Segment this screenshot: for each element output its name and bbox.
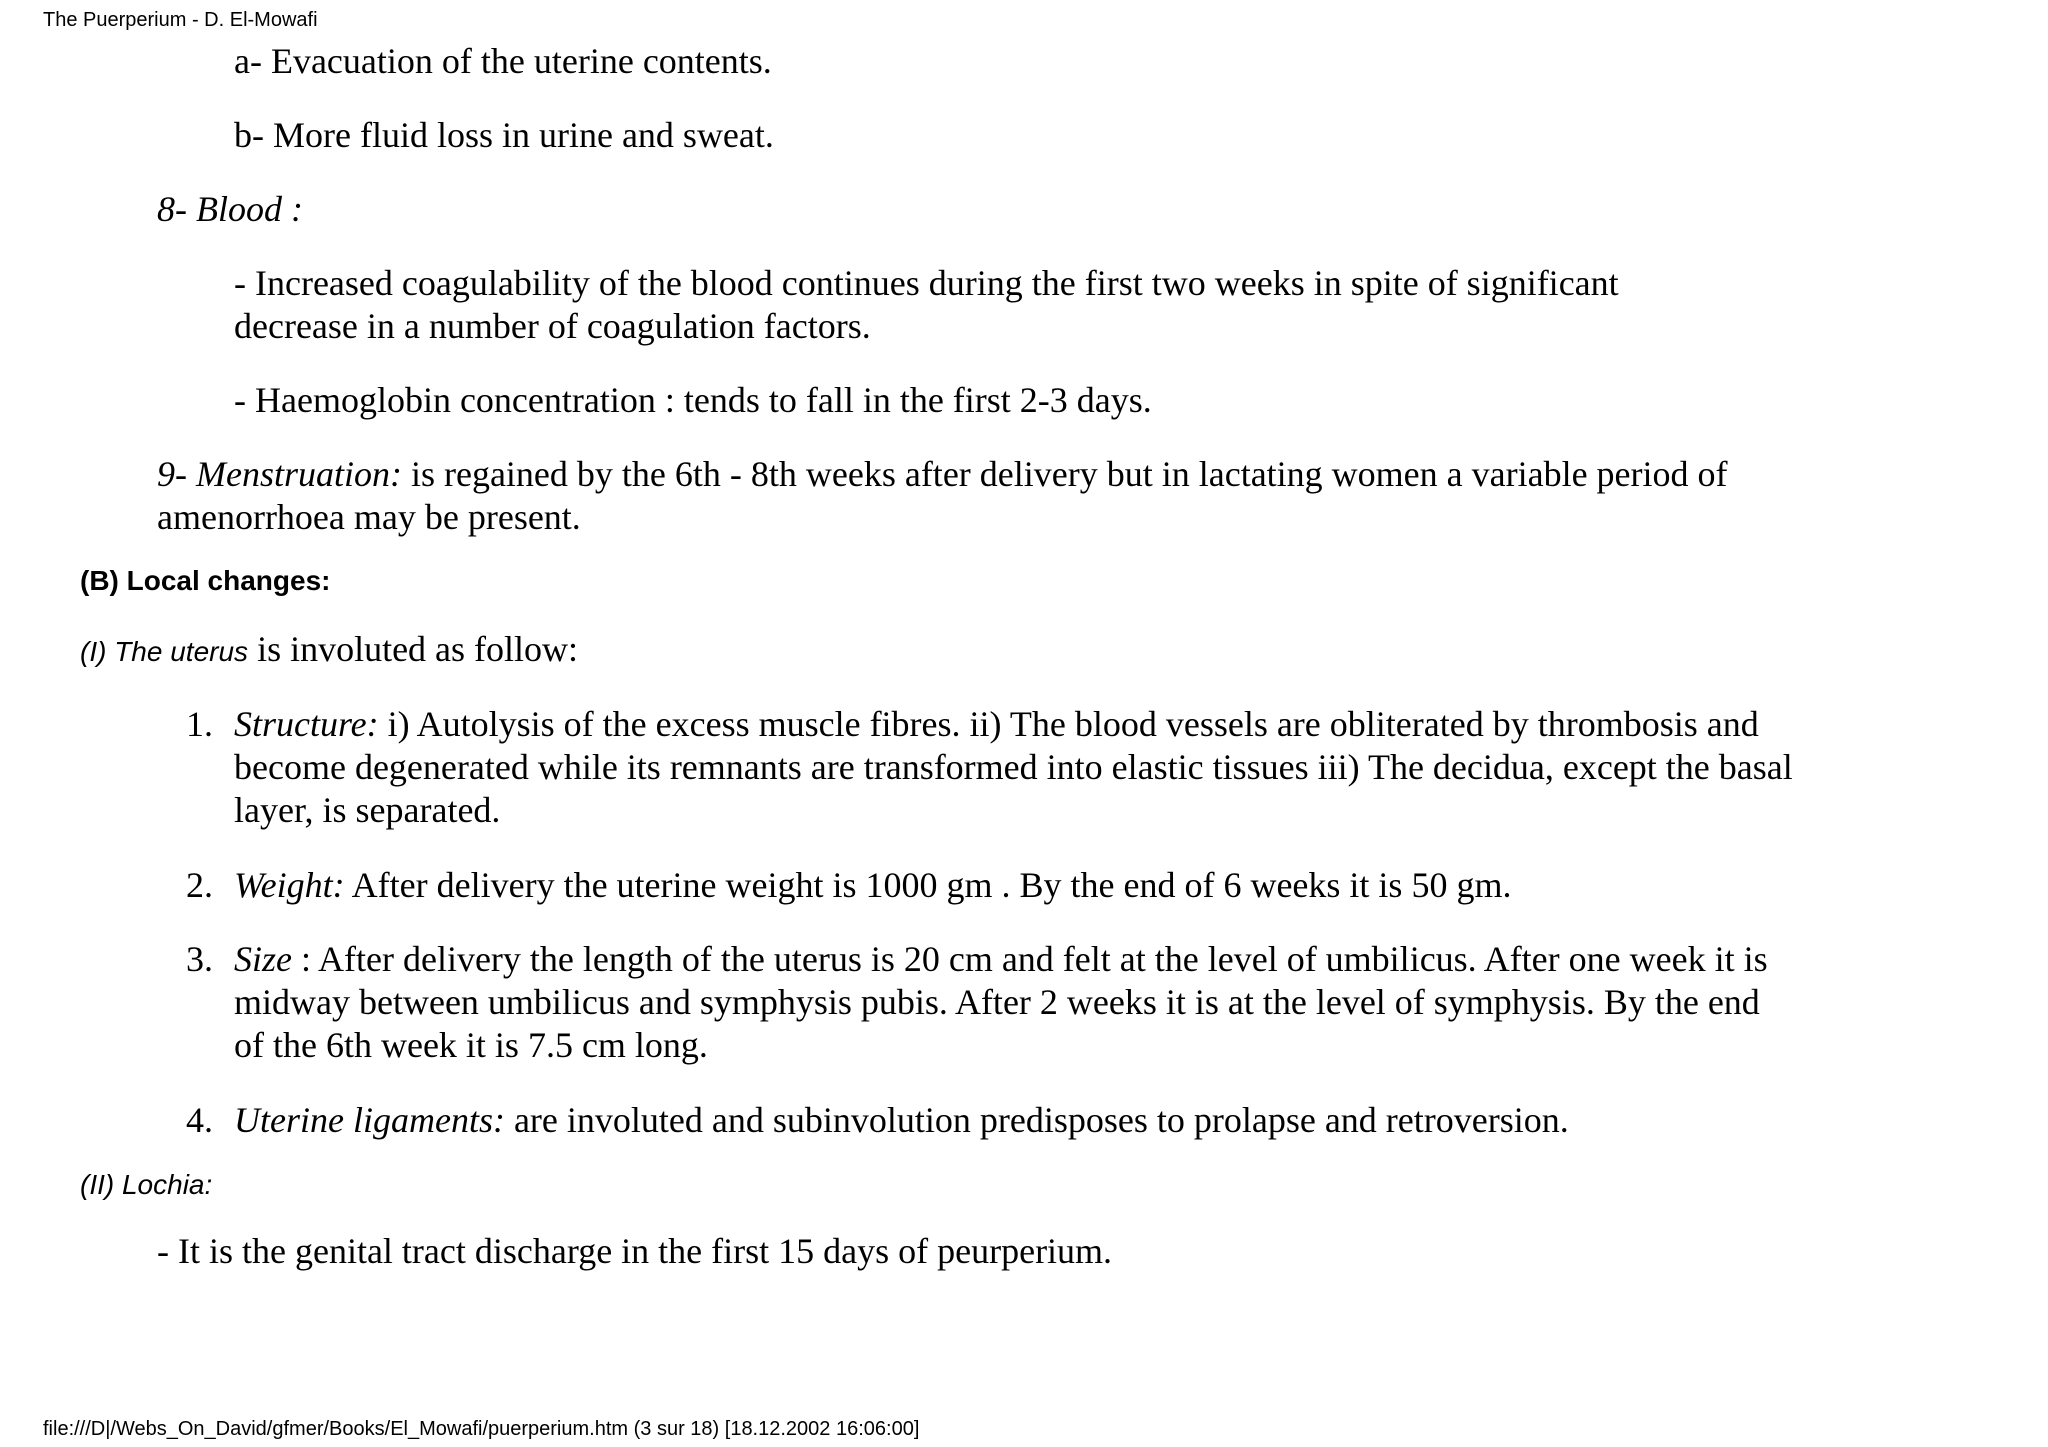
lochia-paragraph: - It is the genital tract discharge in the first 15 days of peurperium. bbox=[157, 1231, 1113, 1271]
list-number-1: 1. bbox=[186, 704, 213, 744]
blood-paragraph-2: - Haemoglobin concentration : tends to fall in the first 2-3 days. bbox=[234, 380, 1152, 420]
list-item-structure bbox=[234, 703, 1984, 832]
blood-heading bbox=[157, 188, 303, 231]
menstruation-label: 9- Menstruation: bbox=[157, 454, 402, 494]
page-footer-path: file:///D|/Webs_On_David/gfmer/Books/El_Mowafi/puerperium.htm (3 sur 18) [18.12.2002 16:06:00] bbox=[43, 1418, 920, 1440]
uterus-label: (I) The uterus bbox=[80, 636, 249, 667]
menstruation-line2: amenorrhoea may be present. bbox=[157, 497, 581, 537]
list-item-3-line1: : After delivery the length of the uterus is 20 cm and felt at the level of umbilicus. After one week it is bbox=[292, 939, 1768, 979]
blood-paragraph-1 bbox=[234, 262, 1619, 348]
list-number-3: 3. bbox=[186, 939, 213, 979]
list-item-1-line1: i) Autolysis of the excess muscle fibres. ii) The blood vessels are obliterated by thrombosis and bbox=[378, 704, 1759, 744]
menstruation-line1: is regained by the 6th - 8th weeks after delivery but in lactating women a variable period of bbox=[401, 454, 1728, 494]
list-item-weight bbox=[234, 864, 1984, 907]
local-changes-heading: (B) Local changes: bbox=[80, 565, 331, 596]
list-item-3-line3: of the 6th week it is 7.5 cm long. bbox=[234, 1025, 708, 1065]
blood-p1-line1: - Increased coagulability of the blood continues during the first two weeks in spite of significant bbox=[234, 263, 1619, 303]
page-header: The Puerperium - D. El-Mowafi bbox=[43, 9, 318, 31]
list-item-1-line3: layer, is separated. bbox=[234, 790, 501, 830]
item-b: b- More fluid loss in urine and sweat. bbox=[234, 115, 774, 155]
lochia-heading: (II) Lochia: bbox=[80, 1169, 213, 1200]
list-item-4-line1: are involuted and subinvolution predisposes to prolapse and retroversion. bbox=[504, 1100, 1569, 1140]
list-item-2-line1: After delivery the uterine weight is 1000 gm . By the end of 6 weeks it is 50 gm. bbox=[344, 865, 1512, 905]
list-label-structure: Structure: bbox=[234, 704, 379, 744]
list-item-size bbox=[234, 938, 1984, 1067]
list-number-4: 4. bbox=[186, 1100, 213, 1140]
item-a: a- Evacuation of the uterine contents. bbox=[234, 41, 772, 81]
uterus-paragraph bbox=[80, 628, 578, 673]
blood-heading-label: 8- Blood : bbox=[157, 189, 303, 229]
list-number-2: 2. bbox=[186, 865, 213, 905]
menstruation-paragraph bbox=[157, 453, 1728, 539]
blood-p1-line2: decrease in a number of coagulation factors. bbox=[234, 306, 871, 346]
list-item-3-line2: midway between umbilicus and symphysis pubis. After 2 weeks it is at the level of symphysis. By the end bbox=[234, 982, 1760, 1022]
list-item-1-line2: become degenerated while its remnants are transformed into elastic tissues iii) The decidua, except the basal bbox=[234, 747, 1793, 787]
list-label-weight: Weight: bbox=[234, 865, 345, 905]
uterus-text: is involuted as follow: bbox=[248, 629, 579, 669]
list-label-ligaments: Uterine ligaments: bbox=[234, 1100, 505, 1140]
list-item-ligaments bbox=[234, 1099, 1984, 1142]
list-label-size: Size bbox=[234, 939, 292, 979]
